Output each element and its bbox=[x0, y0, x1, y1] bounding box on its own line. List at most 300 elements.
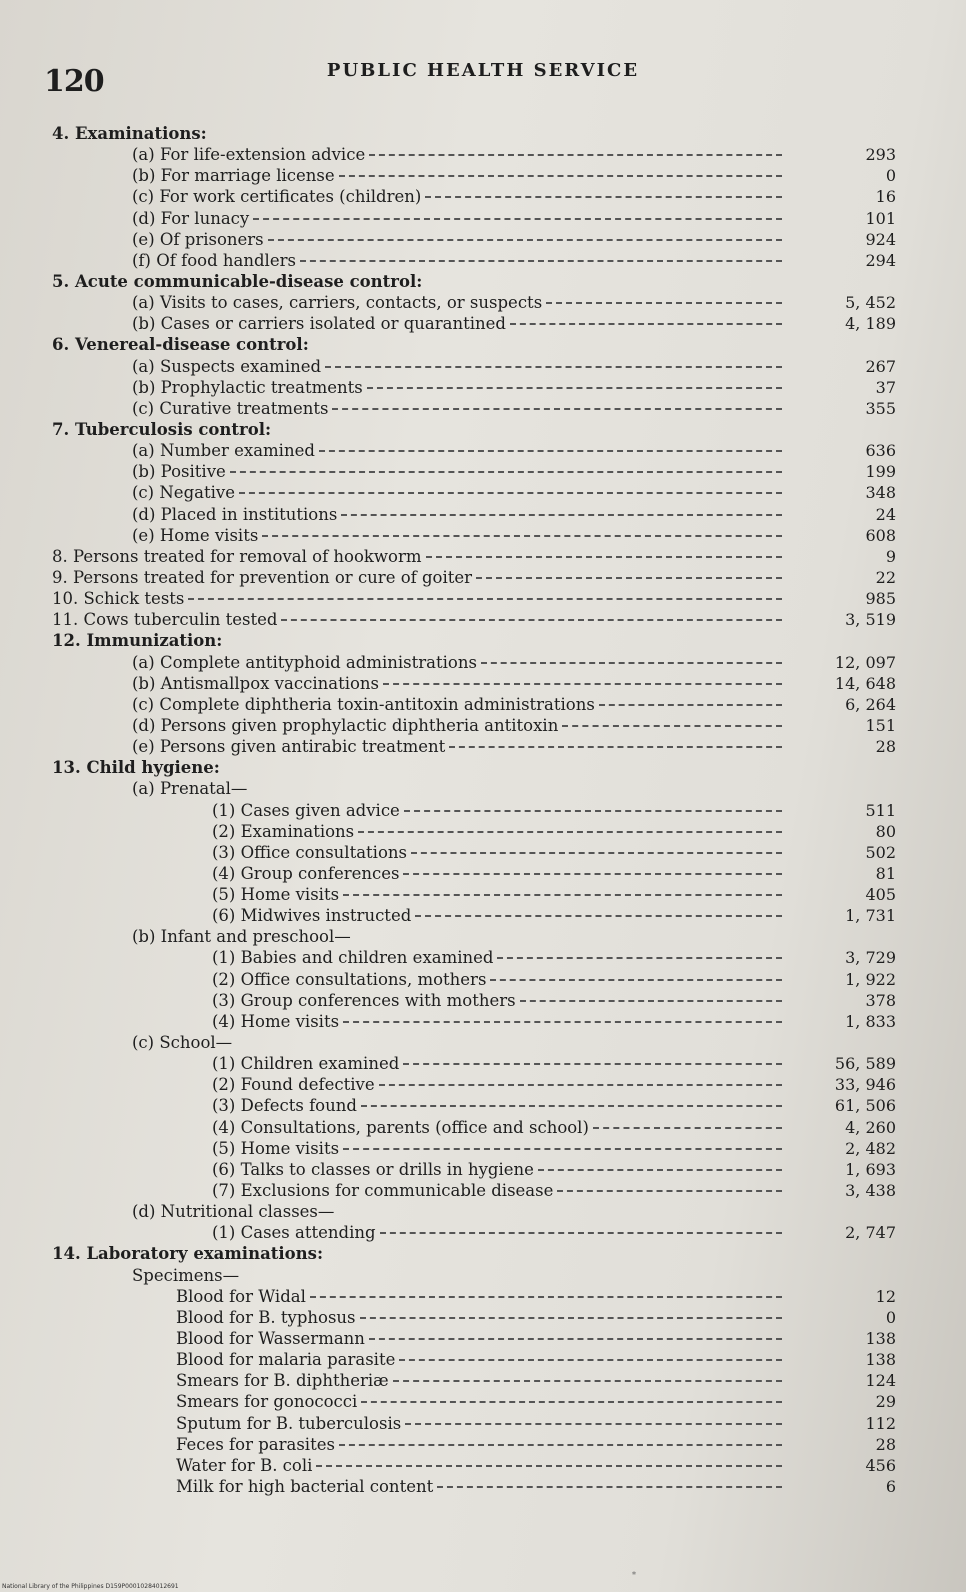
row-label: (5) Home visits bbox=[212, 885, 340, 905]
table-row bbox=[52, 461, 912, 482]
dot-leader bbox=[332, 408, 782, 410]
row-label: 8. Persons treated for removal of hookworm bbox=[52, 546, 422, 566]
row-label: (d) Persons given prophylactic diphtheria antitoxin bbox=[132, 715, 559, 735]
section-heading bbox=[52, 1265, 912, 1286]
dot-leader bbox=[358, 831, 782, 833]
dot-leader bbox=[497, 957, 782, 959]
row-value: 6 bbox=[885, 1477, 896, 1496]
dot-leader bbox=[262, 535, 782, 537]
row-label: (1) Children examined bbox=[212, 1054, 400, 1074]
row-label: (b) Prophylactic treatments bbox=[132, 377, 363, 397]
table-row bbox=[52, 1286, 912, 1307]
row-entry bbox=[176, 1413, 782, 1434]
table-row bbox=[52, 1159, 912, 1180]
dot-leader bbox=[325, 366, 782, 368]
dot-leader bbox=[300, 260, 782, 262]
table-row bbox=[52, 905, 912, 926]
row-entry bbox=[132, 715, 782, 736]
row-value: 608 bbox=[865, 525, 896, 545]
section-heading bbox=[52, 334, 912, 355]
section-heading bbox=[52, 757, 912, 778]
row-entry bbox=[132, 778, 782, 799]
table-row bbox=[52, 821, 912, 842]
row-label: (1) Babies and children examined bbox=[212, 948, 494, 968]
table-row bbox=[52, 1095, 912, 1116]
dot-leader bbox=[310, 1296, 782, 1298]
row-entry bbox=[212, 821, 782, 842]
row-value: 151 bbox=[865, 715, 896, 735]
row-entry bbox=[52, 271, 782, 292]
row-value: 4, 189 bbox=[845, 314, 896, 334]
row-label: (e) Persons given antirabic treatment bbox=[132, 737, 446, 757]
dot-leader bbox=[557, 1190, 782, 1192]
row-entry bbox=[132, 144, 782, 165]
row-value: 3, 729 bbox=[845, 948, 896, 968]
row-value: 985 bbox=[865, 589, 896, 609]
row-value: 4, 260 bbox=[845, 1117, 896, 1137]
row-value: 1, 731 bbox=[845, 906, 896, 926]
row-value: 199 bbox=[865, 462, 896, 482]
row-label: Blood for B. typhosus bbox=[176, 1307, 356, 1327]
row-entry bbox=[212, 905, 782, 926]
row-entry bbox=[52, 609, 782, 630]
row-entry bbox=[52, 630, 782, 651]
row-entry bbox=[52, 334, 782, 355]
row-label: (1) Cases attending bbox=[212, 1223, 376, 1243]
row-entry bbox=[132, 461, 782, 482]
row-label: (d) Nutritional classes— bbox=[132, 1202, 335, 1222]
row-entry bbox=[132, 1032, 782, 1053]
row-label: (b) Antismallpox vaccinations bbox=[132, 673, 380, 693]
dot-leader bbox=[393, 1380, 782, 1382]
dot-leader bbox=[437, 1486, 782, 1488]
table-row bbox=[52, 313, 912, 334]
row-label: (c) Complete diphtheria toxin-antitoxin administrations bbox=[132, 694, 595, 714]
dot-leader bbox=[253, 218, 782, 220]
table-row bbox=[52, 186, 912, 207]
row-entry bbox=[132, 525, 782, 546]
table-row bbox=[52, 1413, 912, 1434]
row-entry bbox=[176, 1455, 782, 1476]
row-value: 112 bbox=[865, 1413, 896, 1433]
table-row bbox=[52, 1074, 912, 1095]
table-row bbox=[52, 842, 912, 863]
row-label: (4) Home visits bbox=[212, 1011, 340, 1031]
row-value: 5, 452 bbox=[845, 293, 896, 313]
dot-leader bbox=[538, 1169, 782, 1171]
row-label: (c) Curative treatments bbox=[132, 398, 329, 418]
table-row bbox=[52, 884, 912, 905]
row-entry bbox=[212, 863, 782, 884]
dot-leader bbox=[230, 471, 782, 473]
row-entry bbox=[132, 736, 782, 757]
row-value: 378 bbox=[865, 990, 896, 1010]
dot-leader bbox=[361, 1401, 782, 1403]
row-label: 5. Acute communicable-disease control: bbox=[52, 271, 423, 291]
table-row bbox=[52, 398, 912, 419]
row-value: 37 bbox=[875, 377, 896, 397]
dot-leader bbox=[593, 1127, 782, 1129]
section-heading bbox=[52, 1032, 912, 1053]
dot-leader bbox=[404, 810, 782, 812]
row-entry bbox=[132, 250, 782, 271]
table-row bbox=[52, 800, 912, 821]
row-label: (4) Consultations, parents (office and school) bbox=[212, 1117, 589, 1137]
row-entry bbox=[132, 186, 782, 207]
table-row bbox=[52, 482, 912, 503]
row-value: 1, 693 bbox=[845, 1159, 896, 1179]
dot-leader bbox=[341, 514, 782, 516]
table-row bbox=[52, 144, 912, 165]
row-entry bbox=[132, 440, 782, 461]
row-label: (5) Home visits bbox=[212, 1138, 340, 1158]
dot-leader bbox=[360, 1317, 782, 1319]
row-entry bbox=[176, 1391, 782, 1412]
table-row bbox=[52, 1222, 912, 1243]
row-label: (b) Positive bbox=[132, 462, 226, 482]
row-entry bbox=[212, 1011, 782, 1032]
section-heading bbox=[52, 419, 912, 440]
table-row bbox=[52, 609, 912, 630]
dot-leader bbox=[343, 1148, 782, 1150]
row-label: (c) School— bbox=[132, 1033, 233, 1053]
row-entry bbox=[52, 588, 782, 609]
row-label: (a) For life-extension advice bbox=[132, 145, 366, 165]
row-entry bbox=[132, 292, 782, 313]
dot-leader bbox=[380, 1232, 782, 1234]
row-label: (2) Found defective bbox=[212, 1075, 375, 1095]
table-row bbox=[52, 525, 912, 546]
row-entry bbox=[132, 504, 782, 525]
table-row bbox=[52, 1391, 912, 1412]
row-entry bbox=[132, 377, 782, 398]
row-value: 81 bbox=[875, 863, 896, 883]
dot-leader bbox=[449, 746, 782, 748]
row-entry bbox=[132, 482, 782, 503]
row-entry bbox=[132, 1265, 782, 1286]
row-entry bbox=[176, 1307, 782, 1328]
row-entry bbox=[176, 1476, 782, 1497]
row-label: (e) Of prisoners bbox=[132, 229, 264, 249]
section-heading bbox=[52, 778, 912, 799]
row-entry bbox=[52, 757, 782, 778]
row-entry bbox=[132, 398, 782, 419]
row-entry bbox=[52, 1243, 782, 1264]
row-value: 502 bbox=[865, 842, 896, 862]
row-label: (a) Number examined bbox=[132, 441, 315, 461]
row-value: 33, 946 bbox=[834, 1075, 896, 1095]
row-label: (a) Complete antityphoid administrations bbox=[132, 652, 477, 672]
row-label: (6) Talks to classes or drills in hygiene bbox=[212, 1159, 534, 1179]
dot-leader bbox=[188, 598, 782, 600]
row-label: 13. Child hygiene: bbox=[52, 758, 220, 778]
row-entry bbox=[52, 567, 782, 588]
table-row bbox=[52, 250, 912, 271]
row-entry bbox=[212, 1053, 782, 1074]
row-label: (b) Cases or carriers isolated or quarantined bbox=[132, 314, 506, 334]
row-label: (2) Office consultations, mothers bbox=[212, 969, 487, 989]
row-entry bbox=[212, 1138, 782, 1159]
section-heading bbox=[52, 1201, 912, 1222]
row-label: (3) Group conferences with mothers bbox=[212, 990, 516, 1010]
row-entry bbox=[212, 947, 782, 968]
row-entry bbox=[132, 926, 782, 947]
row-label: (1) Cases given advice bbox=[212, 800, 400, 820]
section-heading bbox=[52, 926, 912, 947]
table-row bbox=[52, 1476, 912, 1497]
table-row bbox=[52, 1117, 912, 1138]
row-value: 0 bbox=[885, 1307, 896, 1327]
row-entry bbox=[212, 1159, 782, 1180]
row-entry bbox=[52, 123, 782, 144]
dot-leader bbox=[415, 915, 782, 917]
row-label: (a) Suspects examined bbox=[132, 356, 322, 376]
dot-leader bbox=[399, 1359, 782, 1361]
table-row bbox=[52, 1328, 912, 1349]
row-label: Smears for gonococci bbox=[176, 1392, 358, 1412]
table-row bbox=[52, 990, 912, 1011]
row-entry bbox=[212, 1180, 782, 1201]
row-label: 4. Examinations: bbox=[52, 124, 207, 143]
row-value: 2, 747 bbox=[845, 1223, 896, 1243]
row-label: (3) Defects found bbox=[212, 1096, 357, 1116]
row-label: (a) Visits to cases, carriers, contacts, or suspects bbox=[132, 293, 543, 313]
row-entry bbox=[176, 1286, 782, 1307]
dot-leader bbox=[281, 619, 782, 621]
row-value: 9 bbox=[885, 546, 896, 566]
row-value: 22 bbox=[875, 567, 896, 587]
row-value: 405 bbox=[865, 885, 896, 905]
dot-leader bbox=[405, 1423, 782, 1425]
table-row bbox=[52, 947, 912, 968]
row-value: 348 bbox=[865, 483, 896, 503]
row-label: 14. Laboratory examinations: bbox=[52, 1244, 324, 1264]
table-row bbox=[52, 863, 912, 884]
row-label: (d) For lunacy bbox=[132, 208, 250, 228]
dot-leader bbox=[239, 492, 782, 494]
row-value: 24 bbox=[875, 504, 896, 524]
table-row bbox=[52, 715, 912, 736]
dot-leader bbox=[316, 1465, 782, 1467]
row-entry bbox=[176, 1434, 782, 1455]
row-entry bbox=[212, 1117, 782, 1138]
row-value: 14, 648 bbox=[834, 673, 896, 693]
row-value: 456 bbox=[865, 1455, 896, 1475]
row-label: (7) Exclusions for communicable disease bbox=[212, 1181, 554, 1201]
speck-mark: ⁎ bbox=[632, 1568, 636, 1577]
row-value: 12 bbox=[875, 1286, 896, 1306]
section-heading bbox=[52, 1243, 912, 1264]
row-entry bbox=[132, 229, 782, 250]
dot-leader bbox=[481, 662, 782, 664]
row-label: (3) Office consultations bbox=[212, 842, 407, 862]
row-value: 924 bbox=[865, 229, 896, 249]
dot-leader bbox=[490, 979, 782, 981]
row-value: 101 bbox=[865, 208, 896, 228]
table-row bbox=[52, 736, 912, 757]
row-label: Water for B. coli bbox=[176, 1455, 313, 1475]
dot-leader bbox=[425, 196, 782, 198]
table-row bbox=[52, 1349, 912, 1370]
table-row bbox=[52, 1370, 912, 1391]
row-label: (4) Group conferences bbox=[212, 863, 400, 883]
dot-leader bbox=[403, 873, 782, 875]
row-entry bbox=[212, 842, 782, 863]
row-label: 7. Tuberculosis control: bbox=[52, 419, 272, 439]
dot-leader bbox=[403, 1063, 782, 1065]
dot-leader bbox=[411, 852, 782, 854]
row-label: 9. Persons treated for prevention or cure of goiter bbox=[52, 567, 473, 587]
table-row bbox=[52, 969, 912, 990]
row-entry bbox=[132, 356, 782, 377]
running-head: PUBLIC HEALTH SERVICE bbox=[326, 60, 640, 81]
table-row bbox=[52, 1307, 912, 1328]
row-value: 16 bbox=[875, 187, 896, 207]
table-row bbox=[52, 229, 912, 250]
row-value: 636 bbox=[865, 441, 896, 461]
table-row bbox=[52, 567, 912, 588]
dot-leader bbox=[268, 239, 782, 241]
row-label: (c) For work certificates (children) bbox=[132, 187, 422, 207]
dot-leader bbox=[343, 894, 782, 896]
table-row bbox=[52, 377, 912, 398]
table-row bbox=[52, 504, 912, 525]
table-row bbox=[52, 1053, 912, 1074]
row-entry bbox=[132, 694, 782, 715]
row-label: 11. Cows tuberculin tested bbox=[52, 610, 278, 630]
statistics-table bbox=[52, 123, 912, 1497]
dot-leader bbox=[361, 1105, 782, 1107]
row-entry bbox=[212, 1222, 782, 1243]
row-value: 3, 519 bbox=[845, 610, 896, 630]
row-entry bbox=[132, 165, 782, 186]
row-label: (2) Examinations bbox=[212, 821, 355, 841]
dot-leader bbox=[426, 556, 782, 558]
row-entry bbox=[176, 1370, 782, 1391]
row-entry bbox=[212, 1074, 782, 1095]
row-label: Blood for malaria parasite bbox=[176, 1350, 396, 1370]
row-label: 10. Schick tests bbox=[52, 589, 185, 609]
row-entry bbox=[132, 652, 782, 673]
table-row bbox=[52, 1434, 912, 1455]
row-value: 0 bbox=[885, 166, 896, 186]
row-label: (d) Placed in institutions bbox=[132, 504, 338, 524]
row-label: Feces for parasites bbox=[176, 1434, 335, 1454]
table-row bbox=[52, 694, 912, 715]
row-value: 56, 589 bbox=[834, 1054, 896, 1074]
row-label: Blood for Wassermann bbox=[176, 1329, 365, 1349]
table-row bbox=[52, 165, 912, 186]
row-entry bbox=[132, 313, 782, 334]
row-value: 80 bbox=[875, 821, 896, 841]
dot-leader bbox=[383, 683, 782, 685]
row-label: 6. Venereal-disease control: bbox=[52, 335, 309, 355]
dot-leader bbox=[562, 725, 782, 727]
row-entry bbox=[212, 969, 782, 990]
dot-leader bbox=[546, 302, 782, 304]
row-value: 294 bbox=[865, 250, 896, 270]
row-label: Milk for high bacterial content bbox=[176, 1477, 434, 1496]
table-row bbox=[52, 440, 912, 461]
table-row bbox=[52, 292, 912, 313]
row-entry bbox=[52, 419, 782, 440]
row-value: 28 bbox=[875, 737, 896, 757]
row-label: Smears for B. diphtheriæ bbox=[176, 1371, 389, 1391]
dot-leader bbox=[319, 450, 782, 452]
row-entry bbox=[176, 1328, 782, 1349]
table-row bbox=[52, 1180, 912, 1201]
table-row bbox=[52, 673, 912, 694]
dot-leader bbox=[343, 1021, 782, 1023]
row-label: (e) Home visits bbox=[132, 525, 259, 545]
section-heading bbox=[52, 630, 912, 651]
row-value: 138 bbox=[865, 1329, 896, 1349]
row-value: 6, 264 bbox=[845, 694, 896, 714]
table-row bbox=[52, 652, 912, 673]
row-value: 29 bbox=[875, 1392, 896, 1412]
dot-leader bbox=[339, 1444, 782, 1446]
row-entry bbox=[212, 990, 782, 1011]
row-value: 2, 482 bbox=[845, 1138, 896, 1158]
section-heading bbox=[52, 271, 912, 292]
row-value: 12, 097 bbox=[834, 652, 896, 672]
dot-leader bbox=[367, 387, 782, 389]
row-label: (b) For marriage license bbox=[132, 166, 335, 186]
row-label: 12. Immunization: bbox=[52, 631, 223, 651]
table-row bbox=[52, 356, 912, 377]
dot-leader bbox=[339, 175, 782, 177]
row-value: 3, 438 bbox=[845, 1181, 896, 1201]
row-value: 293 bbox=[865, 145, 896, 165]
row-entry bbox=[132, 673, 782, 694]
row-value: 355 bbox=[865, 398, 896, 418]
footer-credit: National Library of the Philippines D159P00010284012691 bbox=[2, 1583, 179, 1590]
row-entry bbox=[132, 1201, 782, 1222]
row-entry bbox=[132, 208, 782, 229]
row-entry bbox=[52, 546, 782, 567]
row-label: (f) Of food handlers bbox=[132, 250, 296, 270]
dot-leader bbox=[510, 323, 782, 325]
table-row bbox=[52, 1011, 912, 1032]
table-row bbox=[52, 546, 912, 567]
dot-leader bbox=[369, 1338, 782, 1340]
dot-leader bbox=[520, 1000, 782, 1002]
table-row bbox=[52, 588, 912, 609]
table-row bbox=[52, 1138, 912, 1159]
row-value: 1, 833 bbox=[845, 1011, 896, 1031]
dot-leader bbox=[379, 1084, 782, 1086]
row-entry bbox=[176, 1349, 782, 1370]
row-label: (6) Midwives instructed bbox=[212, 906, 412, 926]
row-label: (b) Infant and preschool— bbox=[132, 927, 351, 947]
row-label: (c) Negative bbox=[132, 483, 235, 503]
row-entry bbox=[212, 884, 782, 905]
table-row bbox=[52, 208, 912, 229]
row-value: 1, 922 bbox=[845, 969, 896, 989]
row-label: Sputum for B. tuberculosis bbox=[176, 1413, 402, 1433]
row-value: 511 bbox=[865, 800, 896, 820]
row-entry bbox=[212, 1095, 782, 1116]
section-heading bbox=[52, 123, 912, 144]
row-label: Specimens— bbox=[132, 1265, 240, 1285]
row-label: (a) Prenatal— bbox=[132, 779, 248, 799]
row-value: 28 bbox=[875, 1434, 896, 1454]
row-value: 138 bbox=[865, 1350, 896, 1370]
row-entry bbox=[212, 800, 782, 821]
row-value: 267 bbox=[865, 356, 896, 376]
row-value: 61, 506 bbox=[834, 1096, 896, 1116]
page-number: 120 bbox=[44, 64, 104, 99]
